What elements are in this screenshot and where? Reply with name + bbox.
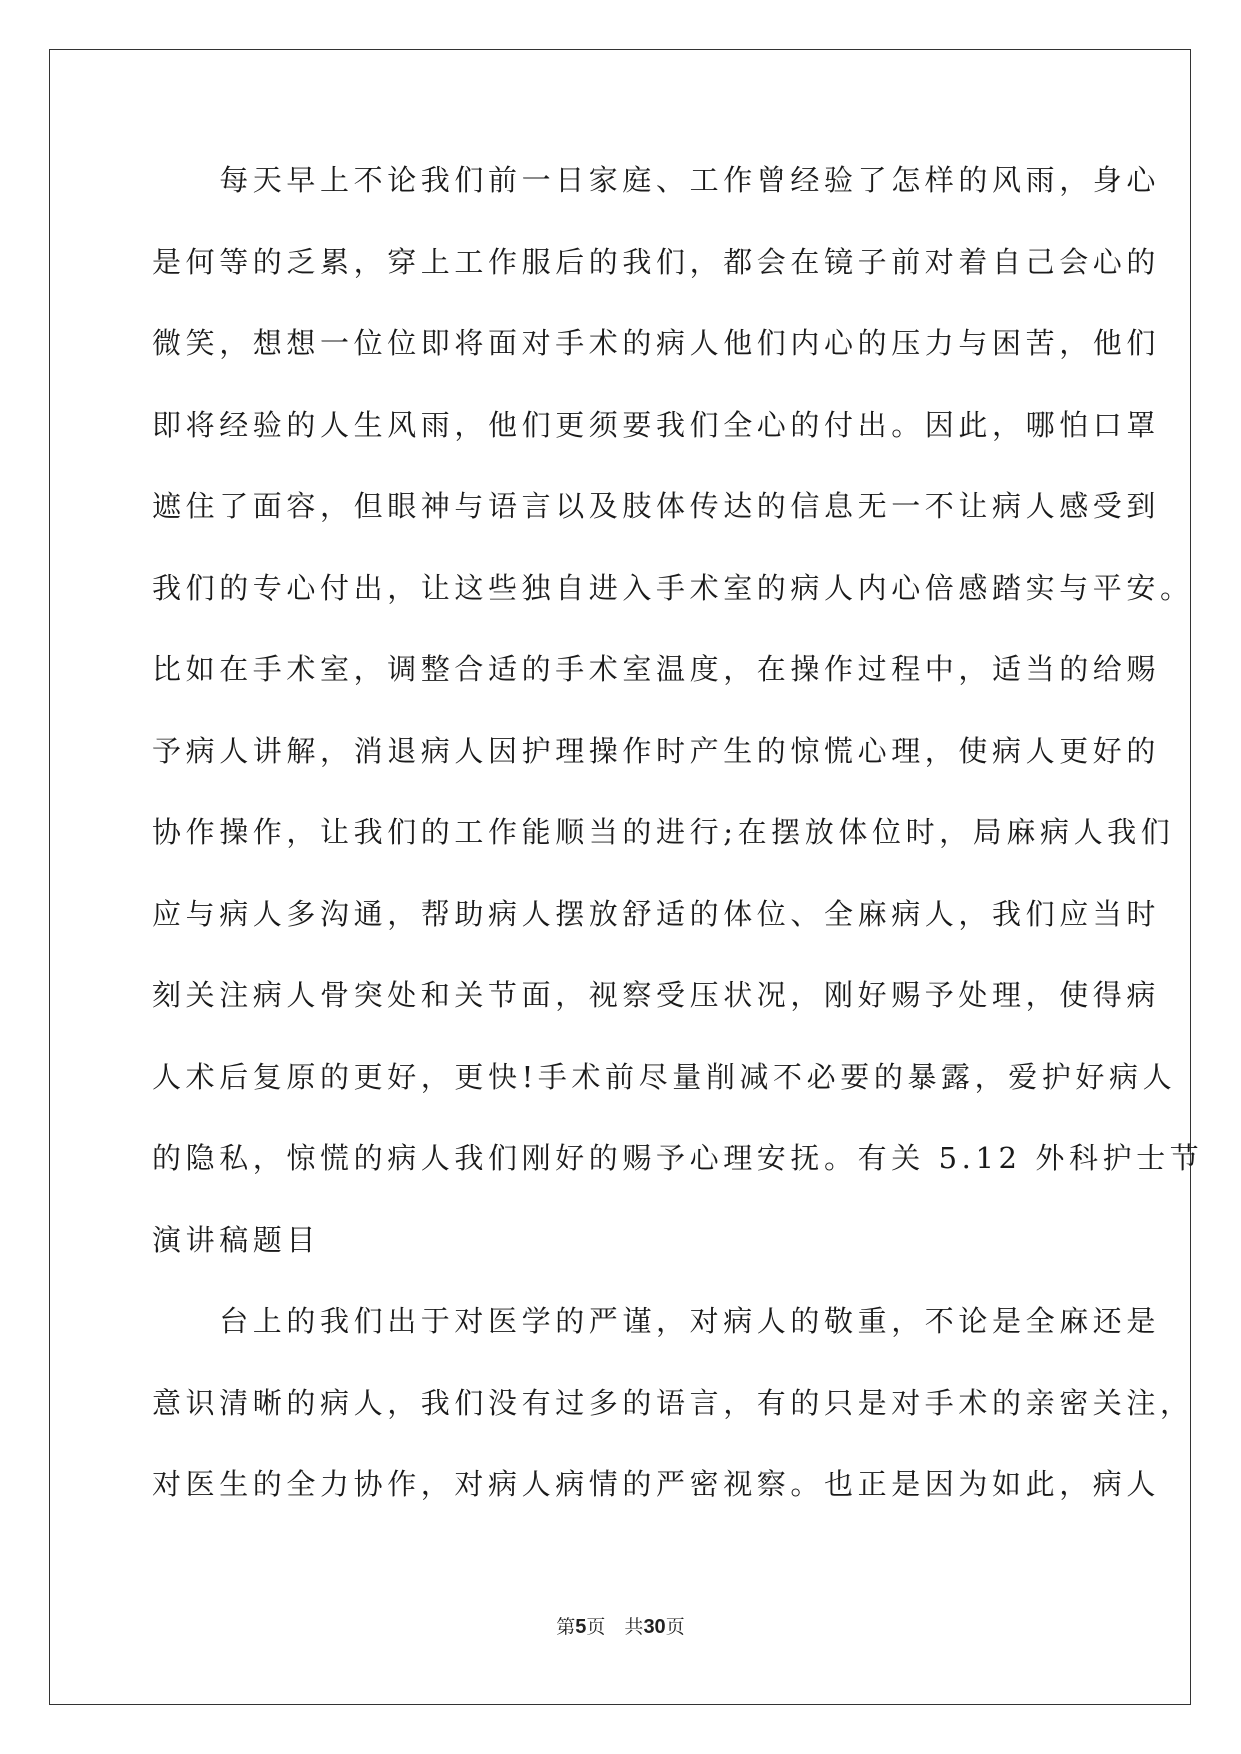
text-line: 人术后复原的更好，更快!手术前尽量削减不必要的暴露，爱护好病人 (152, 1059, 1177, 1094)
text-line: 台上的我们出于对医学的严谨，对病人的敬重，不论是全麻还是 (152, 1304, 1161, 1338)
footer-mid: 页 共 (586, 1616, 644, 1638)
text-line: 的隐私，惊慌的病人我们刚好的赐予心理安抚。有关 5.12 外科护士节 (152, 1141, 1204, 1175)
text-line: 予病人讲解，消退病人因护理操作时产生的惊慌心理，使病人更好的 (152, 733, 1161, 768)
text-line: 演讲稿题目 (152, 1222, 321, 1257)
text-line: 微笑，想想一位位即将面对手术的病人他们内心的压力与困苦，他们 (152, 326, 1161, 360)
text-line: 协作操作，让我们的工作能顺当的进行;在摆放体位时，局麻病人我们 (152, 815, 1175, 849)
text-line: 我们的专心付出，让这些独自进入手术室的病人内心倍感踏实与平安。 (152, 570, 1194, 605)
text-line: 即将经验的人生风雨，他们更须要我们全心的付出。因此，哪怕口罩 (152, 407, 1161, 442)
footer-prefix: 第 (556, 1616, 576, 1638)
text-line: 每天早上不论我们前一日家庭、工作曾经验了怎样的风雨，身心 (152, 163, 1161, 197)
text-line: 刻关注病人骨突处和关节面，视察受压状况，刚好赐予处理，使得病 (152, 978, 1161, 1012)
text-line: 意识清晰的病人，我们没有过多的语言，有的只是对手术的亲密关注， (152, 1385, 1194, 1420)
text-line: 对医生的全力协作，对病人病情的严密视察。也正是因为如此，病人 (152, 1467, 1161, 1501)
page-number: 5 (575, 1616, 587, 1638)
document-body (152, 160, 1204, 1546)
total-pages: 30 (643, 1616, 666, 1638)
footer-suffix: 页 (665, 1616, 685, 1638)
text-line: 应与病人多沟通，帮助病人摆放舒适的体位、全麻病人，我们应当时 (152, 896, 1161, 931)
text-line: 比如在手术室，调整合适的手术室温度，在操作过程中，适当的给赐 (152, 652, 1161, 686)
text-line: 遮住了面容，但眼神与语言以及肢体传达的信息无一不让病人感受到 (152, 489, 1161, 523)
text-line: 是何等的乏累，穿上工作服后的我们，都会在镜子前对着自己会心的 (152, 244, 1161, 279)
page-footer (0, 1612, 1241, 1639)
